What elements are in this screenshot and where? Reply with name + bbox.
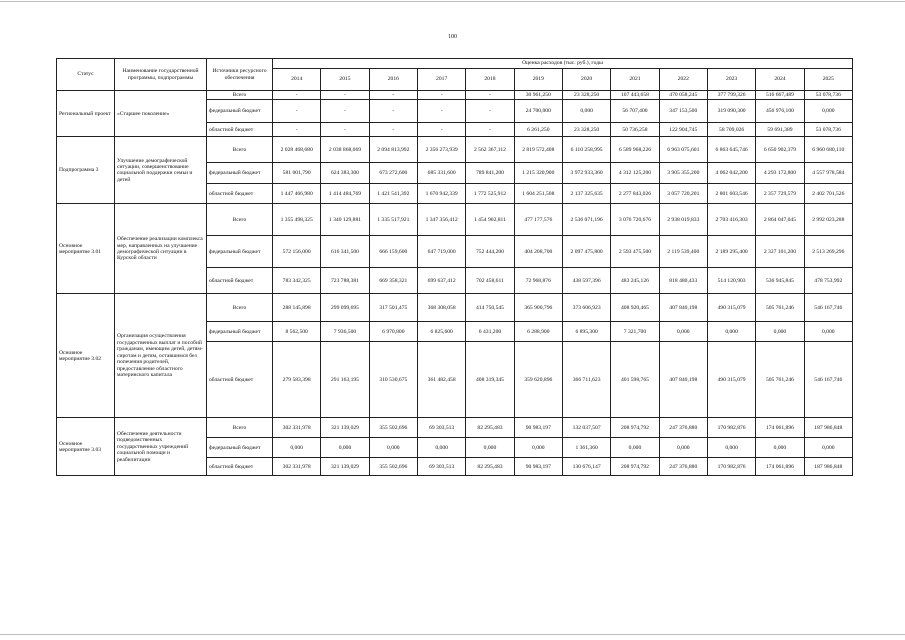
value-cell: 1 772 525,912: [466, 184, 514, 204]
value-cell: 546 167,746: [804, 342, 852, 418]
value-cell: -: [273, 123, 321, 137]
header-source: Источники ресурсного обеспечения: [207, 59, 273, 91]
value-cell: 50 736,258: [611, 123, 659, 137]
value-cell: 490 315,079: [707, 294, 755, 322]
value-cell: 82 295,483: [466, 418, 514, 438]
value-cell: -: [417, 91, 465, 100]
header-year: 2022: [659, 69, 707, 91]
value-cell: 1 421 541,392: [369, 184, 417, 204]
value-cell: -: [321, 123, 369, 137]
scan-edge-top: [0, 1, 905, 2]
value-cell: 505 761,246: [756, 294, 804, 322]
value-cell: 69 303,513: [417, 418, 465, 438]
row-source: федеральный бюджет: [207, 100, 273, 123]
value-cell: 401 598,765: [611, 342, 659, 418]
scan-edge-bottom: [0, 634, 905, 635]
value-cell: 514 120,903: [707, 268, 755, 294]
row-source: областной бюджет: [207, 184, 273, 204]
value-cell: 6 110 258,995: [562, 137, 610, 163]
value-cell: 2 703 416,303: [707, 204, 755, 236]
value-cell: 4 312 125,200: [611, 163, 659, 184]
value-cell: 6 825,600: [417, 322, 465, 342]
value-cell: 2 097 475,800: [562, 236, 610, 268]
value-cell: 0,000: [466, 438, 514, 458]
value-cell: -: [321, 100, 369, 123]
value-cell: 2 038 868,069: [321, 137, 369, 163]
value-cell: 407 840,198: [659, 294, 707, 322]
value-cell: 6 863 645,746: [707, 137, 755, 163]
value-cell: 789 841,200: [466, 163, 514, 184]
value-cell: 132 037,507: [562, 418, 610, 438]
value-cell: 90 983,197: [514, 458, 562, 476]
value-cell: 373 606,923: [562, 294, 610, 322]
value-cell: 505 761,246: [756, 342, 804, 418]
value-cell: 53 078,736: [804, 91, 852, 100]
value-cell: 174 061,896: [756, 418, 804, 438]
header-year: 2020: [562, 69, 610, 91]
value-cell: 24 700,000: [514, 100, 562, 123]
row-program-name: Обеспечение деятельности подведомственных государственных учреждений социальной помощи и реабилитации: [115, 418, 207, 476]
value-cell: 2 402 701,526: [804, 184, 852, 204]
value-cell: 82 295,483: [466, 458, 514, 476]
value-cell: 2 513 269,296: [804, 236, 852, 268]
row-source: Всего: [207, 418, 273, 438]
row-program-name: Обеспечение реализации комплекса мер, направленных на улучшение демографической ситуации в Курской области: [115, 204, 207, 294]
value-cell: 1 215 320,900: [514, 163, 562, 184]
header-year: 2019: [514, 69, 562, 91]
value-cell: -: [369, 100, 417, 123]
header-status: Статус: [57, 59, 115, 91]
header-year: 2018: [466, 69, 514, 91]
row-source: федеральный бюджет: [207, 236, 273, 268]
value-cell: 516 667,489: [756, 91, 804, 100]
value-cell: 377 799,326: [707, 91, 755, 100]
header-year: 2015: [321, 69, 369, 91]
value-cell: 6 288,900: [514, 322, 562, 342]
value-cell: 2 801 603,546: [707, 184, 755, 204]
value-cell: 317 501,475: [369, 294, 417, 322]
value-cell: 4 293 172,800: [756, 163, 804, 184]
value-cell: 0,000: [273, 438, 321, 458]
value-cell: 208 974,792: [611, 458, 659, 476]
row-program-name: «Старшее поколение»: [115, 91, 207, 137]
value-cell: 0,000: [659, 438, 707, 458]
value-cell: 6 970,800: [369, 322, 417, 342]
value-cell: 302 331,978: [273, 458, 321, 476]
value-cell: 2 819 572,408: [514, 137, 562, 163]
value-cell: 2 536 071,196: [562, 204, 610, 236]
value-cell: 0,000: [707, 438, 755, 458]
value-cell: 456 976,100: [756, 100, 804, 123]
value-cell: 0,000: [659, 322, 707, 342]
value-cell: 408 319,345: [466, 342, 514, 418]
value-cell: 53 078,736: [804, 123, 852, 137]
row-source: областной бюджет: [207, 268, 273, 294]
value-cell: 1 335 517,921: [369, 204, 417, 236]
value-cell: 2 864 047,045: [756, 204, 804, 236]
value-cell: 404 208,700: [514, 236, 562, 268]
row-program-name: Улучшение демографической ситуации, совершенствование социальной поддержки семьи и детей: [115, 137, 207, 204]
value-cell: 359 620,896: [514, 342, 562, 418]
value-cell: 0,000: [804, 438, 852, 458]
value-cell: -: [466, 100, 514, 123]
value-cell: 361 482,458: [417, 342, 465, 418]
value-cell: 2 593 475,500: [611, 236, 659, 268]
row-source: Всего: [207, 204, 273, 236]
value-cell: 321 139,029: [321, 418, 369, 438]
row-source: областной бюджет: [207, 342, 273, 418]
value-cell: 69 303,513: [417, 458, 465, 476]
table-row: [57, 137, 853, 163]
row-status: Подпрограмма 3: [57, 137, 115, 204]
value-cell: 130 676,147: [562, 458, 610, 476]
value-cell: -: [273, 91, 321, 100]
value-cell: 1 447 466,980: [273, 184, 321, 204]
value-cell: 355 502,696: [369, 418, 417, 438]
value-cell: 2 189 295,400: [707, 236, 755, 268]
value-cell: 1 347 356,412: [417, 204, 465, 236]
value-cell: 0,000: [562, 100, 610, 123]
value-cell: 669 358,321: [369, 268, 417, 294]
value-cell: 319 090,300: [707, 100, 755, 123]
header-year: 2017: [417, 69, 465, 91]
value-cell: 483 245,126: [611, 268, 659, 294]
value-cell: 174 061,896: [756, 458, 804, 476]
value-cell: 0,000: [804, 100, 852, 123]
header-year: 2024: [756, 69, 804, 91]
value-cell: -: [369, 91, 417, 100]
row-source: федеральный бюджет: [207, 163, 273, 184]
value-cell: 616 341,500: [321, 236, 369, 268]
value-cell: 477 177,576: [514, 204, 562, 236]
value-cell: 0,000: [369, 438, 417, 458]
value-cell: 752 444,200: [466, 236, 514, 268]
value-cell: 0,000: [707, 322, 755, 342]
value-cell: 247 376,880: [659, 458, 707, 476]
value-cell: 2 992 023,288: [804, 204, 852, 236]
row-source: областной бюджет: [207, 458, 273, 476]
value-cell: 0,000: [611, 438, 659, 458]
value-cell: 2 357 729,579: [756, 184, 804, 204]
header-year: 2016: [369, 69, 417, 91]
value-cell: 581 001,790: [273, 163, 321, 184]
value-cell: 23 328,250: [562, 123, 610, 137]
row-source: федеральный бюджет: [207, 322, 273, 342]
row-status: Основное мероприятие 3.01: [57, 204, 115, 294]
value-cell: 407 840,198: [659, 342, 707, 418]
value-cell: 6 963 075,601: [659, 137, 707, 163]
row-status: Основное мероприятие 3.03: [57, 418, 115, 476]
value-cell: 90 983,197: [514, 418, 562, 438]
value-cell: 347 153,500: [659, 100, 707, 123]
page-number: 100: [448, 34, 457, 40]
value-cell: 30 961,250: [514, 91, 562, 100]
value-cell: 3 076 720,676: [611, 204, 659, 236]
value-cell: 1 340 129,881: [321, 204, 369, 236]
value-cell: 2 277 843,026: [611, 184, 659, 204]
value-cell: 818 480,433: [659, 268, 707, 294]
value-cell: 685 331,600: [417, 163, 465, 184]
value-cell: 310 530,675: [369, 342, 417, 418]
value-cell: 2 327 101,200: [756, 236, 804, 268]
value-cell: -: [417, 123, 465, 137]
value-cell: 58 709,026: [707, 123, 755, 137]
value-cell: 478 753,992: [804, 268, 852, 294]
value-cell: 0,000: [804, 322, 852, 342]
row-status: Основное мероприятие 3.02: [57, 294, 115, 418]
value-cell: 2 119 539,400: [659, 236, 707, 268]
value-cell: 414 750,545: [466, 294, 514, 322]
header-year: 2021: [611, 69, 659, 91]
value-cell: 6 650 902,379: [756, 137, 804, 163]
value-cell: -: [369, 123, 417, 137]
value-cell: 72 968,876: [514, 268, 562, 294]
value-cell: 647 719,000: [417, 236, 465, 268]
value-cell: 59 691,389: [756, 123, 804, 137]
value-cell: 6 589 968,226: [611, 137, 659, 163]
value-cell: 0,000: [417, 438, 465, 458]
value-cell: 2 562 367,112: [466, 137, 514, 163]
value-cell: -: [466, 123, 514, 137]
value-cell: -: [466, 91, 514, 100]
value-cell: 438 597,396: [562, 268, 610, 294]
value-cell: 7 321,700: [611, 322, 659, 342]
value-cell: 56 707,400: [611, 100, 659, 123]
value-cell: 8 562,500: [273, 322, 321, 342]
value-cell: 1 670 942,339: [417, 184, 465, 204]
value-cell: -: [321, 91, 369, 100]
value-cell: 7 936,500: [321, 322, 369, 342]
value-cell: 355 502,696: [369, 458, 417, 476]
row-program-name: Организация осуществления государственных выплат и пособий гражданам, имеющим детей, детям-сиротам и детям, оставшимся без попечения родителей, предоставление областного материнского капитала: [115, 294, 207, 418]
value-cell: 3 057 720,201: [659, 184, 707, 204]
value-cell: 23 328,250: [562, 91, 610, 100]
value-cell: 279 583,398: [273, 342, 321, 418]
table-row: [57, 91, 853, 100]
value-cell: 208 974,792: [611, 418, 659, 438]
header-year: 2014: [273, 69, 321, 91]
value-cell: 702 458,611: [466, 268, 514, 294]
row-source: Всего: [207, 137, 273, 163]
value-cell: 6 960 680,110: [804, 137, 852, 163]
table-row: [57, 294, 853, 322]
value-cell: 536 945,845: [756, 268, 804, 294]
value-cell: 170 982,876: [707, 458, 755, 476]
value-cell: 673 272,600: [369, 163, 417, 184]
row-source: Всего: [207, 294, 273, 322]
value-cell: 1 454 902,811: [466, 204, 514, 236]
header-year: 2025: [804, 69, 852, 91]
table-row: [57, 418, 853, 438]
value-cell: 0,000: [321, 438, 369, 458]
row-source: Всего: [207, 91, 273, 100]
value-cell: 366 711,623: [562, 342, 610, 418]
value-cell: 723 788,381: [321, 268, 369, 294]
row-source: областной бюджет: [207, 123, 273, 137]
value-cell: 2 356 273,939: [417, 137, 465, 163]
value-cell: 4 557 978,584: [804, 163, 852, 184]
value-cell: 122 904,745: [659, 123, 707, 137]
value-cell: 321 139,029: [321, 458, 369, 476]
header-estimate: Оценка расходов (тыс. руб.), годы: [273, 59, 853, 69]
value-cell: 302 331,978: [273, 418, 321, 438]
value-cell: 368 308,058: [417, 294, 465, 322]
row-source: федеральный бюджет: [207, 438, 273, 458]
value-cell: 0,000: [756, 438, 804, 458]
value-cell: 2 028 468,680: [273, 137, 321, 163]
value-cell: 2 137 325,635: [562, 184, 610, 204]
value-cell: 170 982,876: [707, 418, 755, 438]
value-cell: 1 355 498,325: [273, 204, 321, 236]
value-cell: 291 163,195: [321, 342, 369, 418]
value-cell: 1 604 251,508: [514, 184, 562, 204]
value-cell: 2 938 019,833: [659, 204, 707, 236]
value-cell: 1 414 484,769: [321, 184, 369, 204]
value-cell: 107 443,658: [611, 91, 659, 100]
value-cell: 299 099,695: [321, 294, 369, 322]
header-program-name: Наименование государственной программы, подпрограммы: [115, 59, 207, 91]
value-cell: -: [417, 100, 465, 123]
value-cell: 783 342,325: [273, 268, 321, 294]
value-cell: 2 094 813,992: [369, 137, 417, 163]
value-cell: 4 062 042,200: [707, 163, 755, 184]
value-cell: 6 261,250: [514, 123, 562, 137]
value-cell: 6 431,200: [466, 322, 514, 342]
value-cell: 666 159,600: [369, 236, 417, 268]
value-cell: 490 315,079: [707, 342, 755, 418]
value-cell: 288 145,898: [273, 294, 321, 322]
value-cell: 187 986,848: [804, 418, 852, 438]
row-status: Региональный проект: [57, 91, 115, 137]
header-year: 2023: [707, 69, 755, 91]
value-cell: 187 986,848: [804, 458, 852, 476]
value-cell: 546 167,746: [804, 294, 852, 322]
value-cell: 0,000: [514, 438, 562, 458]
value-cell: 6 895,300: [562, 322, 610, 342]
value-cell: 1 361,360: [562, 438, 610, 458]
value-cell: 3 972 933,360: [562, 163, 610, 184]
table-row: [57, 204, 853, 236]
value-cell: 247 376,880: [659, 418, 707, 438]
value-cell: 572 156,000: [273, 236, 321, 268]
value-cell: 699 637,412: [417, 268, 465, 294]
value-cell: 365 900,796: [514, 294, 562, 322]
value-cell: 470 058,245: [659, 91, 707, 100]
value-cell: 0,000: [756, 322, 804, 342]
value-cell: 3 905 355,200: [659, 163, 707, 184]
value-cell: 408 920,465: [611, 294, 659, 322]
budget-table: [56, 58, 853, 476]
value-cell: 624 383,300: [321, 163, 369, 184]
value-cell: -: [273, 100, 321, 123]
